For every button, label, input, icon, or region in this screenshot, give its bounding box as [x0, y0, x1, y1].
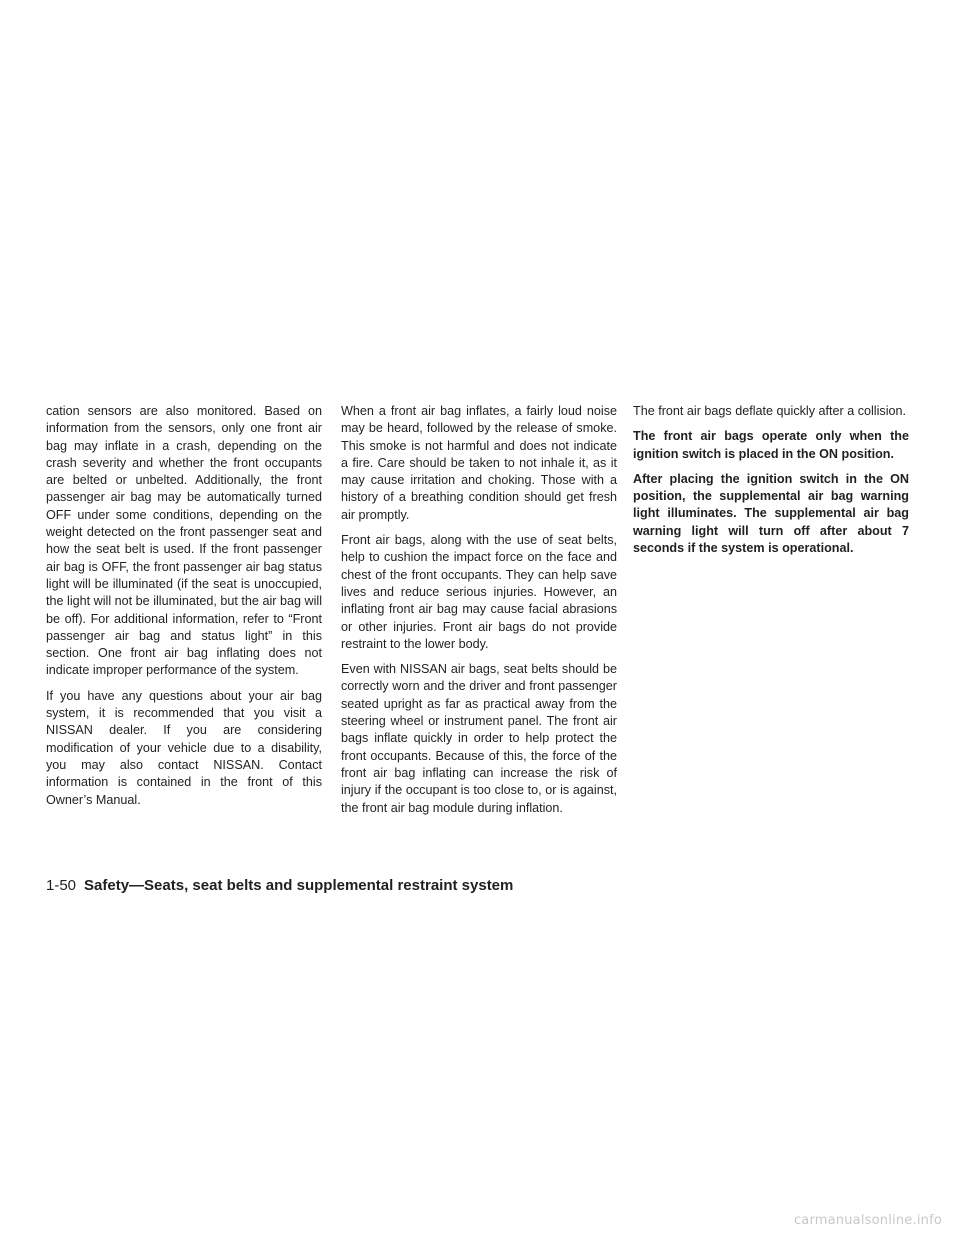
paragraph: cation sensors are also monitored. Based on information from the sensors, only one front air bag may inflate in a crash, depending on the crash severity and whether the front occupants are belted or unbelted. Additionally, the front passenger air bag may be automatically turned OFF under some conditions, depending on the weight detected on the front passenger seat and how the seat belt is used. If the front passenger air bag is OFF, the front passenger air bag status light will be illuminated (if the seat is unoccupied, the light will not be illuminated, but the air bag will be off). For additional information, refer to “Front passenger air bag and status light” in this section. One front air bag inflating does not indicate improper performance of the system.	[46, 404, 322, 678]
paragraph: Even with NISSAN air bags, seat belts should be correctly worn and the driver and front passenger seated upright as far as practical away from the steering wheel or instrument panel. The front air bags inflate quickly in order to help protect the front occupants. Because of this, the force of the front air bag inflating can increase the risk of injury if the occupant is too close to, or is against, the front air bag module during inflation.	[341, 662, 617, 815]
warning-paragraph: The front air bags operate only when the ignition switch is placed in the ON position.	[633, 429, 909, 461]
text-column-3	[633, 403, 909, 565]
section-title: Safety—Seats, seat belts and supplemental restraint system	[84, 877, 514, 894]
text-column-2	[341, 403, 617, 825]
warning-paragraph: After placing the ignition switch in the ON position, the supplemental air bag warning light illuminates. The supplemental air bag warning light will turn off after about 7 seconds if the system is operational.	[633, 471, 909, 556]
paragraph: The front air bags deflate quickly after a collision.	[633, 404, 907, 418]
page-number: 1-50	[46, 877, 77, 894]
text-column-1	[46, 403, 322, 817]
paragraph: When a front air bag inflates, a fairly loud noise may be heard, followed by the release of smoke. This smoke is not harmful and does not indicate a fire. Care should be taken to not inhale it, as it may cause irritation and choking. Those with a history of a breathing condition should get fresh air promptly.	[341, 404, 617, 522]
paragraph: If you have any questions about your air bag system, it is recommended that you visit a NISSAN dealer. If you are considering modification of your vehicle due to a disability, you may also contact NISSAN. Contact information is contained in the front of this Owner’s Manual.	[46, 688, 322, 807]
paragraph: Front air bags, along with the use of seat belts, help to cushion the impact force on the face and chest of the front occupants. They can help save lives and reduce serious injuries. However, an inflating front air bag may cause facial abrasions or other injuries. Front air bags do not provide restraint to the lower body.	[341, 533, 617, 651]
watermark: carmanualsonline.info	[793, 1213, 942, 1228]
page-footer	[46, 876, 513, 896]
